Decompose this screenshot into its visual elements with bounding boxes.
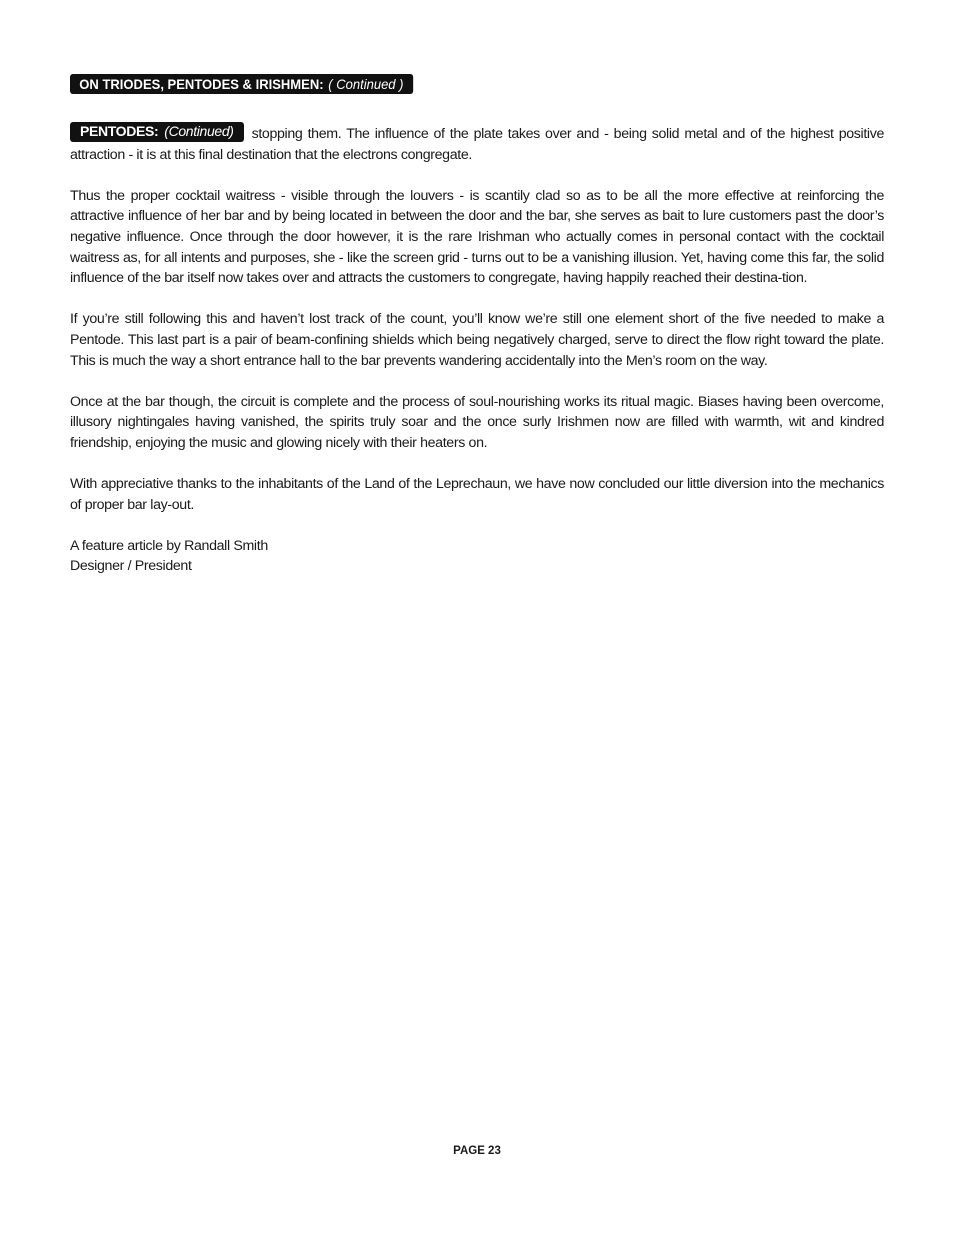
heading-continued: ( Continued ) xyxy=(328,76,404,92)
paragraph-4: Once at the bar though, the circuit is complete and the process of soul-nourishing works its ritual magic. Biases having been overcome, illusory nightingales having vanished, the spirits truly soar and the once surly Irishmen now are filled with warmth, wit and kindred friendship, enjoying the music and glowing nicely with their heaters on. xyxy=(70,393,884,451)
section-heading-badge xyxy=(70,74,413,94)
paragraph-1-text: stopping them. The influence of the plate takes over and - being solid metal and of the highest positive attraction - it is at this final destination that the electrons congregate. xyxy=(70,126,884,163)
paragraph-2: Thus the proper cocktail waitress - visible through the louvers - is scantily clad so as to be all the more effective at reinforcing the attractive influence of her bar and by being located in between the door and the bar, she serves as bait to lure customers past the door’s negative influence. Once through the door however, it is the rare Irishman who actually comes in personal contact with the cocktail waitress as, for all intents and purposes, she - like the screen grid - turns out to be a vanishing illusion. Yet, having come this far, the solid influence of the bar itself now takes over and attracts the customers to congregate, having happily reached their destina-tion. xyxy=(70,187,884,287)
paragraph-3: If you’re still following this and haven’t lost track of the count, you’ll know we’re still one element short of the five needed to make a Pentode. This last part is a pair of beam-confining shields which being negatively charged, serve to direct the flow right toward the plate. This is much the way a short entrance hall to the bar prevents wandering accidentally into the Men’s room on the way. xyxy=(70,311,884,369)
paragraph-1 xyxy=(70,122,884,165)
paragraph-5: With appreciative thanks to the inhabitants of the Land of the Leprechaun, we have now concluded our little diversion into the mechanics of proper bar lay-out. xyxy=(70,476,884,513)
byline-title: Designer / President xyxy=(70,558,192,575)
byline-author: A feature article by Randall Smith xyxy=(70,537,268,554)
article xyxy=(70,74,884,577)
heading-title: ON TRIODES, PENTODES & IRISHMEN: xyxy=(79,76,324,92)
subsection-badge xyxy=(70,122,244,142)
page-number: PAGE 23 xyxy=(453,1145,501,1157)
byline xyxy=(70,536,884,577)
subsection-title: PENTODES: xyxy=(80,123,159,139)
subsection-continued: (Continued) xyxy=(164,123,234,139)
